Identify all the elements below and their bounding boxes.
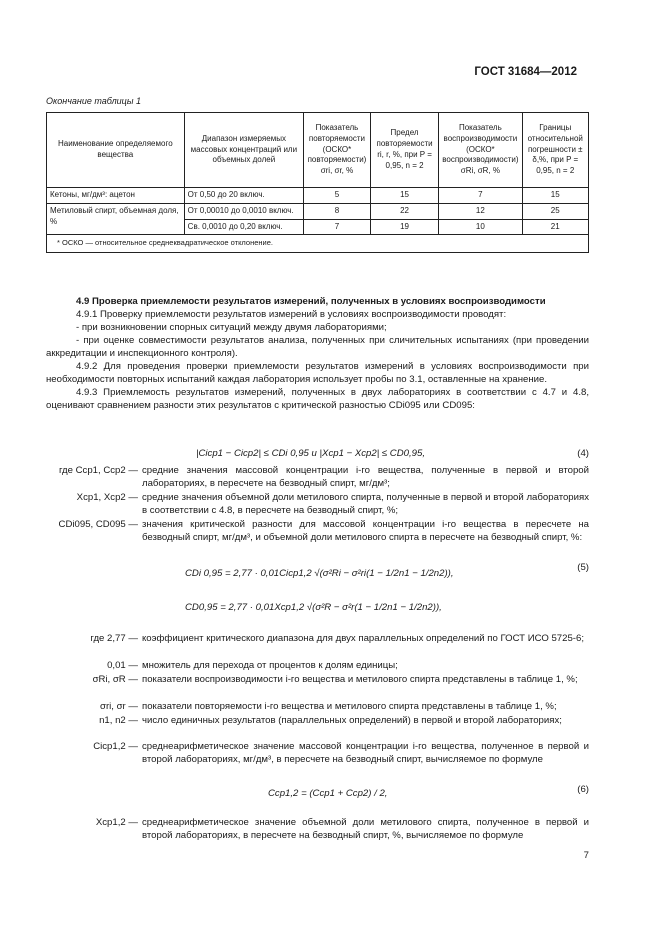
definitions-block-2: где 2,77 — коэффициент критического диапазона для двух параллельных определений по ГОСТ ИСО 5725-6; 0,01 — множитель для перехода от процентов к долям единицы; σRi, σR — показатели воспроизводимости i-го вещества и метилового спирта представлены в таблице 1, %; σri, σr — показатели повторяемости i-го вещества и метилового спирта представлены в таблице 1, %; n1, n2 — число единичных результатов (параллельных определений) в первой и второй лабораториях; Cicp1,2 — среднеарифметическое значение массовой концентрации i-го вещества, полученное в первой и второй лабораториях, мг/дм³, в пересчете на безводный спирт, вычисляемое по формуле <box>90 633 589 765</box>
section-title: 4.9 Проверка приемлемости результатов измерений, полученных в условиях воспроизводимости <box>76 296 546 307</box>
definitions-block-1: где Ccp1, Ccp2 — средние значения массовой концентрации i-го вещества, полученные в первой и второй лабораториях, в пересчете на безводный спирт, мг/дм³; Xcp1, Xcp2 — средние значения объемной доли метилового спирта, полученные в первой и второй лабораториях в соответствии с 4.8, в пересчете на безводный спирт, %; CDi095, CD095 — значения критической разности для массовой концентрации i-го вещества в пересчете на безводный спирт, мг/дм³, и объемной доли метилового спирта в пересчете на безводный спирт, %: <box>58 465 589 543</box>
th-reprod: Показатель воспроизводимости (ОСКО* воспроизводимости) σRi, σR, % <box>439 113 522 188</box>
page-number: 7 <box>583 850 589 861</box>
table-footnote: * ОСКО — относительное среднеквадратическое отклонение. <box>47 235 589 252</box>
paragraph-4-9-1: 4.9.1 Проверку приемлемости результатов измерений в условиях воспроизводимости проводят: <box>76 309 507 320</box>
paragraph-4-9-3: 4.9.3 Приемлемость результатов измерений, полученных в двух лабораториях в соответствии с 4.7 и 4.8, оценивают сравнением разности этих результатов с критической разностью CDi095 или CD095: <box>46 387 589 411</box>
paragraph-4-9-2: 4.9.2 Для проведения проверки приемлемости результатов измерений в условиях воспроизводимости при необходимости повторных испытаний каждая лаборатория использует пробы по 3.1, оставленные на хранение. <box>46 361 589 385</box>
formula-5b: CD0,95 = 2,77 · 0,01Xcp1,2 √(σ²R − σ²r(1 − 1/2n1 − 1/2n2)), <box>185 602 442 613</box>
document-header: ГОСТ 31684—2012 <box>474 66 577 78</box>
section-4-9 <box>46 295 589 412</box>
table-caption: Окончание таблицы 1 <box>46 96 141 106</box>
equation-number: (4) <box>577 448 589 459</box>
th-repeat: Показатель повторяемости (ОСКО* повторяемости) σri, σr, % <box>304 113 371 188</box>
equation-number: (5) <box>577 562 589 573</box>
formula-5a: CDi 0,95 = 2,77 · 0,01Cicp1,2 √(σ²Ri − σ²ri(1 − 1/2n1 − 1/2n2)), <box>185 568 454 579</box>
data-table <box>46 112 589 253</box>
formula-4: |Cicp1 − Cicp2| ≤ CDi 0,95 и |Xcp1 − Xcp2| ≤ CD0,95, <box>196 448 426 459</box>
table-row: Кетоны, мг/дм³: ацетон От 0,50 до 20 включ. 5 15 7 15 <box>47 188 589 204</box>
th-range: Диапазон измеряемых массовых концентраций или объемных долей <box>184 113 303 188</box>
th-substance: Наименование определяемого вещества <box>47 113 185 188</box>
definitions-block-3: Xcp1,2 — среднеарифметическое значение объемной доли метилового спирта, полученное в первой и второй лабораториях, в пересчете на безводный спирт, %, вычисляемое по формуле <box>95 817 589 841</box>
table-row: Св. 0,0010 до 0,20 включ. 7 19 10 21 <box>47 219 589 235</box>
formula-6: Ccp1,2 = (Ccp1 + Ccp2) / 2, <box>268 788 388 799</box>
equation-number: (6) <box>577 784 589 795</box>
bullet-item: - при оценке совместимости результатов анализа, полученных при сличительных испытаниях (при проведении аккредитации и инспекционного контроля). <box>46 335 589 359</box>
bullet-item: - при возникновении спорных ситуаций между двумя лабораториями; <box>76 322 387 333</box>
table-row: Метиловый спирт, объемная доля, % От 0,00010 до 0,0010 включ. 8 22 12 25 <box>47 203 589 219</box>
th-error: Границы относительной погрешности ± δ,%, при P = 0,95, n = 2 <box>522 113 588 188</box>
th-limit: Предел повторяемости ri, r, %, при P = 0,95, n = 2 <box>370 113 438 188</box>
